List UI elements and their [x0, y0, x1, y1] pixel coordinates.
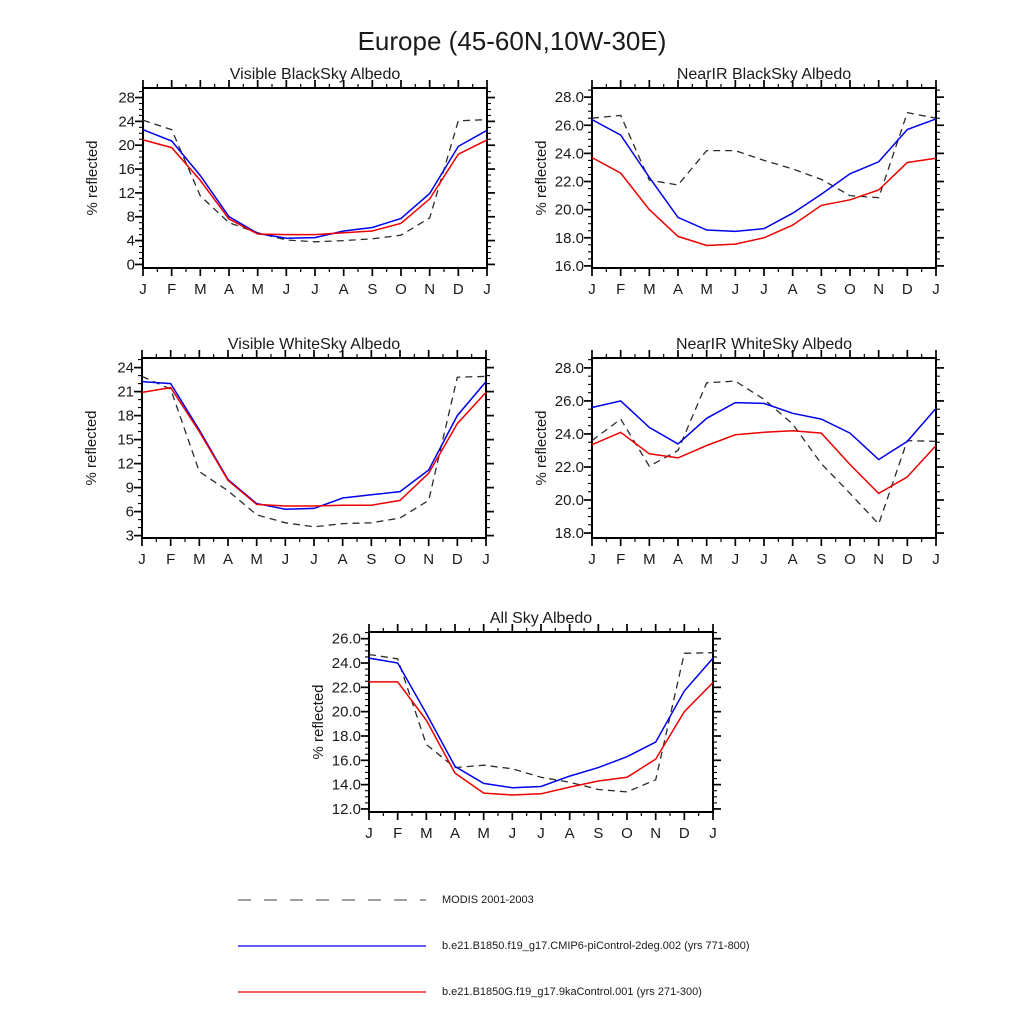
chart-title: NearIR BlackSky Albedo [676, 66, 852, 83]
x-tick-label: J [760, 551, 768, 568]
x-tick-label: M [194, 281, 207, 298]
x-tick-label: A [564, 825, 575, 842]
x-tick-label: A [222, 551, 234, 568]
modis-series-line [143, 120, 487, 242]
x-tick-label: J [139, 281, 147, 298]
y-tick-label: 28.0 [554, 359, 584, 377]
modis-series-line [592, 381, 936, 524]
x-tick-label: O [844, 551, 856, 568]
y-tick-label: 20.0 [554, 492, 584, 510]
chart-nearir-blacksky-albedo [487, 46, 961, 317]
legend-sample-svg [236, 939, 428, 953]
plot-border [369, 632, 713, 812]
y-tick-label: 26.0 [554, 117, 584, 135]
legend-label-picontrol: b.e21.B1850.f19_g17.CMIP6-piControl-2deg.002 (yrs 771-800) [442, 940, 750, 952]
modis-series-line [142, 376, 486, 526]
x-tick-label: D [678, 825, 690, 842]
9ka-series-line [143, 140, 487, 235]
y-tick-label: 24.0 [331, 655, 361, 673]
y-axis-label: % reflected [84, 140, 101, 216]
x-tick-label: F [166, 551, 176, 568]
y-tick-label: 28.0 [554, 89, 584, 107]
y-tick-label: 8 [126, 208, 135, 226]
page-title: Europe (45-60N,10W-30E) [357, 26, 667, 56]
x-tick-label: O [395, 281, 407, 298]
x-tick-label: M [250, 551, 263, 568]
x-tick-label: M [643, 281, 656, 298]
x-tick-label: A [449, 825, 461, 842]
legend-sample-svg [236, 893, 428, 907]
plot-border [592, 88, 936, 268]
x-tick-label: J [482, 551, 490, 568]
y-tick-label: 14.0 [331, 776, 361, 794]
x-tick-label: N [423, 551, 435, 568]
x-tick-label: J [282, 281, 291, 298]
picontrol-series-line [592, 401, 936, 460]
x-tick-label: D [451, 551, 463, 568]
y-tick-label: 16.0 [554, 257, 584, 275]
x-tick-label: O [394, 551, 406, 568]
x-tick-label: M [700, 281, 713, 298]
plot-border [142, 358, 486, 538]
x-tick-label: F [167, 281, 177, 298]
x-tick-label: A [338, 281, 349, 298]
x-tick-label: D [452, 281, 464, 298]
x-tick-label: S [593, 825, 604, 842]
picontrol-series-line [592, 119, 936, 231]
y-tick-label: 15 [117, 431, 134, 449]
x-tick-label: A [337, 551, 348, 568]
x-tick-label: S [816, 281, 827, 298]
legend-label-9ka: b.e21.B1850G.f19_g17.9kaControl.001 (yrs 271-300) [442, 986, 702, 998]
y-tick-label: 22.0 [331, 679, 361, 697]
chart-svg [264, 590, 738, 856]
chart-title: All Sky Albedo [489, 610, 593, 627]
y-tick-label: 24 [117, 359, 134, 377]
y-tick-label: 20.0 [554, 201, 584, 219]
modis-dashed-line-sample [236, 893, 428, 907]
y-tick-label: 16 [118, 161, 135, 179]
y-tick-label: 20.0 [331, 703, 361, 721]
y-tick-label: 12 [117, 455, 134, 473]
modis-series-line [369, 653, 713, 792]
picontrol-line-sample [236, 939, 428, 953]
y-tick-label: 12 [118, 184, 135, 202]
x-tick-label: S [367, 281, 378, 298]
picontrol-series-line [369, 658, 713, 788]
x-tick-label: M [700, 551, 713, 568]
x-tick-label: J [709, 825, 717, 842]
legend-row-picontrol [236, 938, 750, 954]
y-tick-label: 18 [117, 407, 134, 425]
x-tick-label: M [193, 551, 206, 568]
x-tick-label: J [508, 825, 517, 842]
9ka-series-line [592, 158, 936, 246]
y-tick-label: 18.0 [554, 229, 584, 247]
x-tick-label: J [281, 551, 290, 568]
legend-row-9ka [236, 984, 702, 1000]
9ka-series-line [142, 388, 486, 506]
x-tick-label: F [393, 825, 403, 842]
y-tick-label: 24.0 [554, 145, 584, 163]
x-tick-label: J [588, 551, 596, 568]
x-tick-label: M [643, 551, 656, 568]
x-tick-label: J [311, 281, 319, 298]
y-tick-label: 16.0 [331, 752, 361, 770]
chart-title: Visible BlackSky Albedo [229, 66, 401, 83]
x-tick-label: S [366, 551, 377, 568]
x-tick-label: J [731, 551, 740, 568]
x-tick-label: N [873, 551, 885, 568]
x-tick-label: A [672, 551, 684, 568]
y-axis-label: % reflected [533, 410, 550, 486]
x-tick-label: M [420, 825, 433, 842]
plot-border [592, 358, 936, 538]
x-tick-label: J [365, 825, 373, 842]
y-tick-label: 24 [118, 113, 135, 131]
y-tick-label: 26.0 [554, 392, 584, 410]
x-tick-label: A [787, 281, 798, 298]
plot-border [143, 88, 487, 268]
y-tick-label: 9 [125, 479, 134, 497]
x-tick-label: J [932, 281, 940, 298]
chart-svg [487, 46, 961, 312]
9ka-series-line [369, 682, 713, 795]
x-tick-label: J [138, 551, 146, 568]
chart-visible-whitesky-albedo [37, 316, 511, 587]
chart-visible-blacksky-albedo [38, 46, 512, 317]
x-tick-label: N [424, 281, 436, 298]
chart-nearir-whitesky-albedo [487, 316, 961, 587]
y-tick-label: 6 [125, 503, 134, 521]
y-tick-label: 24.0 [554, 425, 584, 443]
x-tick-label: N [650, 825, 662, 842]
y-tick-label: 21 [117, 383, 134, 401]
y-tick-label: 3 [125, 527, 134, 545]
x-tick-label: J [731, 281, 740, 298]
chart-all-sky-albedo [264, 590, 738, 861]
x-tick-label: D [901, 551, 913, 568]
y-tick-label: 20 [118, 137, 135, 155]
y-tick-label: 22.0 [554, 458, 584, 476]
9ka-series-line [592, 431, 936, 494]
picontrol-series-line [142, 382, 486, 510]
y-tick-label: 26.0 [331, 630, 361, 648]
y-axis-label: % reflected [83, 410, 100, 486]
x-tick-label: O [621, 825, 633, 842]
chart-svg [38, 46, 512, 312]
legend-label-modis: MODIS 2001-2003 [442, 894, 534, 906]
x-tick-label: F [616, 281, 626, 298]
x-tick-label: O [844, 281, 856, 298]
x-tick-label: J [760, 281, 768, 298]
y-tick-label: 12.0 [331, 800, 361, 818]
chart-svg [487, 316, 961, 582]
x-tick-label: N [873, 281, 885, 298]
x-tick-label: S [816, 551, 827, 568]
x-tick-label: A [223, 281, 235, 298]
x-tick-label: M [477, 825, 490, 842]
y-tick-label: 18.0 [331, 727, 361, 745]
x-tick-label: J [537, 825, 545, 842]
legend-sample-svg [236, 985, 428, 999]
y-axis-label: % reflected [310, 684, 327, 760]
chart-title: NearIR WhiteSky Albedo [675, 336, 853, 353]
y-tick-label: 28 [118, 89, 135, 107]
y-tick-label: 0 [126, 256, 135, 274]
x-tick-label: D [901, 281, 913, 298]
x-tick-label: J [310, 551, 318, 568]
x-tick-label: J [588, 281, 596, 298]
x-tick-label: A [672, 281, 684, 298]
x-tick-label: A [787, 551, 798, 568]
9ka-line-sample [236, 985, 428, 999]
chart-title: Visible WhiteSky Albedo [227, 336, 401, 353]
y-axis-label: % reflected [533, 140, 550, 216]
chart-svg [37, 316, 511, 582]
x-tick-label: M [251, 281, 264, 298]
y-tick-label: 22.0 [554, 173, 584, 191]
x-tick-label: J [483, 281, 491, 298]
y-tick-label: 4 [126, 232, 135, 250]
y-tick-label: 18.0 [554, 525, 584, 543]
x-tick-label: J [932, 551, 940, 568]
x-tick-label: F [616, 551, 626, 568]
legend-row-modis [236, 892, 534, 908]
